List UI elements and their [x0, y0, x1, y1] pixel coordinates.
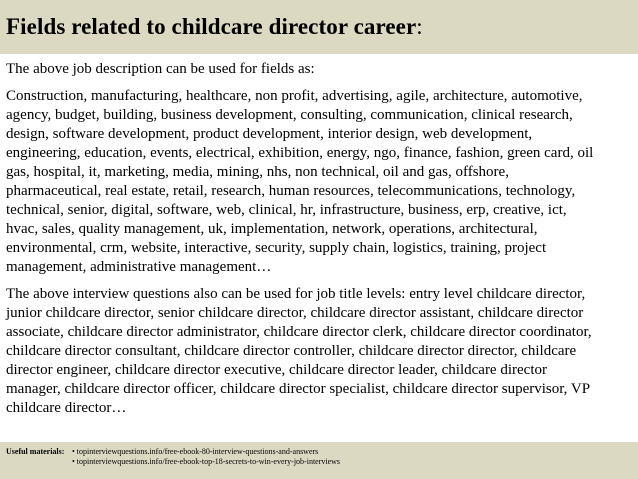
fields-line: pharmaceutical, real estate, retail, research, human resources, telecommunications, technology,: [6, 183, 576, 199]
fields-line: management, administrative management…: [6, 259, 272, 275]
levels-line: junior childcare director, senior childcare director, childcare director assistant, childcare director: [6, 305, 584, 321]
footer-row: [6, 447, 638, 457]
fields-line: environmental, crm, website, interactive, security, supply chain, logistics, training, project: [6, 240, 547, 256]
levels-line: childcare director…: [6, 400, 127, 416]
footer-bar: [0, 442, 638, 479]
page-title-colon: :: [416, 14, 423, 39]
footer-link-ebook-18-secrets[interactable]: • topinterviewquestions.info/free-ebook-top-18-secrets-to-win-every-job-interviews: [72, 457, 341, 466]
fields-paragraph: [6, 87, 634, 277]
fields-line: technical, senior, digital, software, web, clinical, hr, infrastructure, business, erp, creative, ict,: [6, 202, 567, 218]
footer-label: Useful materials:: [6, 447, 65, 456]
footer-row: [6, 457, 638, 467]
title-bar: [0, 0, 638, 54]
intro-text: The above job description can be used for fields as:: [6, 61, 315, 77]
levels-line: director engineer, childcare director executive, childcare director leader, childcare director: [6, 362, 547, 378]
levels-line: manager, childcare director officer, childcare director specialist, childcare director supervisor, VP: [6, 381, 591, 397]
fields-line: Construction, manufacturing, healthcare, non profit, advertising, agile, architecture, automotive,: [6, 88, 583, 104]
slide-content: [6, 60, 634, 426]
fields-line: engineering, education, events, electrical, exhibition, energy, ngo, finance, fashion, green card, oil: [6, 145, 594, 161]
footer-link-ebook-80-questions[interactable]: • topinterviewquestions.info/free-ebook-80-interview-questions-and-answers: [72, 447, 319, 456]
footer-label-spacer: [6, 457, 72, 467]
page-title: [6, 14, 423, 39]
levels-line: associate, childcare director administrator, childcare director clerk, childcare director coordinator,: [6, 324, 592, 340]
levels-line: The above interview questions also can be used for job title levels: entry level childcare director,: [6, 286, 586, 302]
fields-line: gas, hospital, it, marketing, media, mining, nhs, non technical, oil and gas, offshore,: [6, 164, 509, 180]
job-levels-paragraph: [6, 285, 634, 418]
fields-line: agency, budget, building, business development, consulting, communication, clinical research,: [6, 107, 573, 123]
page-title-text: Fields related to childcare director career: [6, 14, 417, 39]
fields-line: hvac, sales, quality management, uk, implementation, network, operations, architectural,: [6, 221, 538, 237]
fields-line: design, software development, product development, interior design, web development,: [6, 126, 533, 142]
levels-line: childcare director consultant, childcare director controller, childcare director director, childcare: [6, 343, 577, 359]
